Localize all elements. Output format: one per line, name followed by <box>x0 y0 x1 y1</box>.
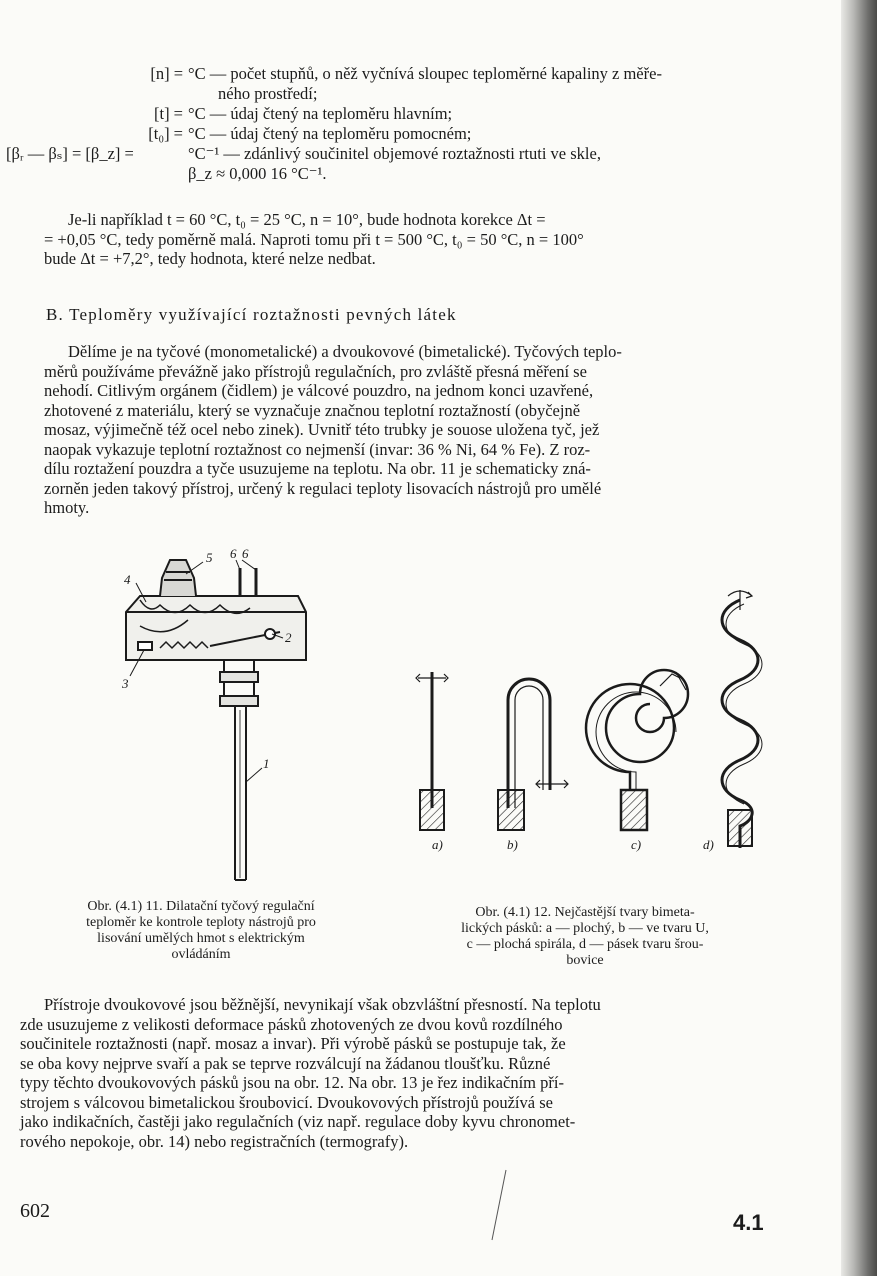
definition-symbol: [t] = <box>153 104 183 123</box>
stray-pen-mark <box>492 1170 506 1240</box>
text-line: = +0,05 °C, tedy poměrně malá. Naproti tomu při t = 500 °C, t₀ = 50 °C, n = 100° <box>44 229 584 249</box>
caption-line: lisování umělých hmot s elektrickým <box>97 931 305 946</box>
text-line: Dělíme je na tyčové (monometalické) a dvoukovové (bimetalické). Tyčových teplo- <box>68 342 622 361</box>
text-line: nehodí. Citlivým orgánem (čidlem) je válcové pouzdro, na jednom konci uzavřené, <box>44 381 594 400</box>
caption-line: Obr. (4.1) 11. Dilatační tyčový regulační <box>87 899 315 914</box>
caption-line: Obr. (4.1) 12. Nejčastější tvary bimeta- <box>475 905 695 920</box>
text-line: strojem s válcovou bimetalickou šroubovicí. Dvoukovových přístrojů používá se <box>20 1092 553 1112</box>
figure-11-label-6: 6 <box>242 546 249 561</box>
definition-continuation: β_z ≈ 0,000 16 °C⁻¹. <box>188 164 327 183</box>
text-line: hmoty. <box>44 498 90 517</box>
text-line: bude Δt = +7,2°, tedy hodnota, které nelze nedbat. <box>44 249 376 268</box>
figure-12a-flat-strip <box>416 672 448 830</box>
text-line: naopak vykazuje teplotní roztažnost co nejmenší (invar: 36 % Ni, 64 % Fe). Z roz- <box>44 439 591 459</box>
definition-symbol: [n] = <box>150 64 183 83</box>
paragraph-bimetal-instruments <box>20 995 780 1151</box>
figure-12b-u-strip <box>498 679 568 830</box>
definition-continuation: ného prostředí; <box>218 84 318 103</box>
figure-11-label-5: 5 <box>206 550 213 565</box>
text-line: součinitele roztažnosti (např. mosaz a invar). Při výrobě pásků se postupuje tak, že <box>20 1034 566 1053</box>
text-line: měrů používáme převážně jako přístrojů regulačních, pro zvláště přesná měření se <box>44 361 587 381</box>
figure-11-label-1: 1 <box>263 756 270 771</box>
text-line: mosaz, výjimečně též ocel nebo zinek). Uvnitř této trubky je souose uložena tyč, jež <box>44 420 600 439</box>
caption-line: c — plochá spirála, d — pásek tvaru šrou- <box>466 937 704 952</box>
text-line: se oba kovy nejprve svaří a pak se teprve rozválcují na žádanou tloušťku. Různé <box>20 1053 551 1073</box>
caption-line: teploměr ke kontrole teploty nástrojů pro <box>86 915 316 930</box>
text-line: zhotovené z materiálu, který se vyznačuje značnou teplotní roztažností (obyčejně <box>44 400 581 420</box>
page-number: 602 <box>20 1200 50 1222</box>
text-line: jako indikačních, častěji jako regulačních (viz např. regulace doby kyvu chronomet- <box>20 1112 576 1131</box>
section-number: 4.1 <box>733 1210 764 1235</box>
figure-12-sublabel-c: c) <box>631 837 642 852</box>
caption-line: bovice <box>566 953 604 968</box>
figure-11-caption <box>16 899 386 963</box>
text-line: dílu roztažení pouzdra a tyče usuzujeme na teplotu. Na obr. 11 je schematicky zná- <box>44 459 591 478</box>
text-line: typy těchto dvoukovových pásků jsou na obr. 12. Na obr. 13 je řez indikačním pří- <box>20 1073 564 1092</box>
figure-11-label-2: 2 <box>285 630 292 645</box>
figure-11-label-6: 6 <box>230 546 237 561</box>
text-line: Je-li například t = 60 °C, t₀ = 25 °C, n = 10°, bude hodnota korekce Δt = <box>68 210 546 229</box>
definition-symbol: [βᵣ — βₛ] = [β_z] = <box>6 144 134 163</box>
figure-12c-flat-spiral <box>586 670 688 830</box>
caption-line: lických pásků: a — plochý, b — ve tvaru U, <box>461 921 709 936</box>
figure-11-label-4: 4 <box>124 572 131 587</box>
figure-12-sublabel-a: a) <box>432 837 443 852</box>
text-line: Přístroje dvoukovové jsou běžnější, nevynikají však obzvláštní přesností. Na teplotu <box>44 995 601 1014</box>
definition-text: °C — údaj čtený na teploměru pomocném; <box>188 124 472 143</box>
text-line: rového nepokoje, obr. 14) nebo registračních (termografy). <box>20 1131 409 1151</box>
section-heading: B. Teploměry využívající roztažnosti pevných látek <box>46 305 457 324</box>
definition-symbol: [t₀] = <box>148 124 183 143</box>
figure-11-rod-thermometer <box>126 560 306 880</box>
text-line: zorněn jeden takový přístroj, určený k regulaci teploty lisovacích nástrojů pro umělé <box>44 478 602 498</box>
caption-line: ovládáním <box>171 947 231 962</box>
figure-11-label-3: 3 <box>122 676 129 691</box>
definition-text: °C — počet stupňů, o něž vyčnívá sloupec teploměrné kapaliny z měře- <box>188 64 662 83</box>
figure-12-sublabel-d: d) <box>703 837 714 852</box>
figure-12d-helix-strip <box>722 590 762 848</box>
figure-12-sublabel-b: b) <box>507 837 518 852</box>
text-line: zde usuzujeme z velikosti deformace pásků zhotovených ze dvou kovů rozdílného <box>20 1014 563 1034</box>
definition-text: °C⁻¹ — zdánlivý součinitel objemové roztažnosti rtuti ve skle, <box>188 144 601 163</box>
figure-12-caption <box>405 905 765 969</box>
definition-text: °C — údaj čtený na teploměru hlavním; <box>188 104 453 123</box>
